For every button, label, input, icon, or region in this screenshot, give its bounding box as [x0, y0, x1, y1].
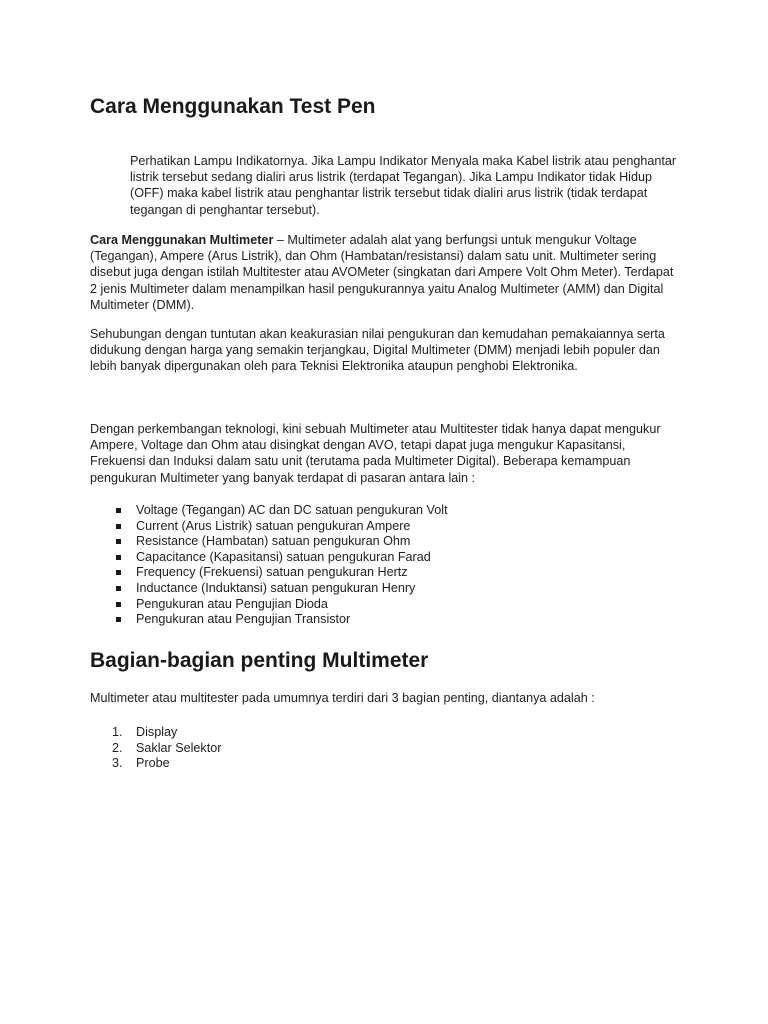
- square-bullet-icon: [116, 586, 121, 591]
- list-item: [90, 756, 221, 772]
- measurement-capabilities-list: [90, 503, 448, 628]
- list-item: [90, 612, 448, 628]
- list-item-text: Resistance (Hambatan) satuan pengukuran Ohm: [136, 534, 411, 549]
- list-item-text: Frequency (Frekuensi) satuan pengukuran Hertz: [136, 565, 408, 580]
- square-bullet-icon: [116, 617, 121, 622]
- square-bullet-icon: [116, 570, 121, 575]
- list-item: [90, 503, 448, 519]
- list-item: [90, 597, 448, 613]
- list-item: [90, 519, 448, 535]
- square-bullet-icon: [116, 524, 121, 529]
- list-item: [90, 725, 221, 741]
- square-bullet-icon: [116, 555, 121, 560]
- list-item: [90, 581, 448, 597]
- list-item: [90, 534, 448, 550]
- multimeter-parts-intro: Multimeter atau multitester pada umumnya terdiri dari 3 bagian penting, diantanya adalah :: [90, 691, 595, 705]
- multimeter-description: – Multimeter adalah alat yang berfungsi untuk mengukur Voltage (Tegangan), Ampere (Arus Listrik), dan Ohm (Hambatan/resistansi) dalam satu unit. Multimeter sering disebut juga dengan istilah Multitester atau AVOMeter (singkatan dari Ampere Volt Ohm Meter). Terdapat 2 jenis Multimeter dalam menampilkan hasil pengukurannya yaitu Analog Multimeter (AMM) dan Digital Multimeter (DMM).: [90, 233, 674, 312]
- list-item-text: Probe: [136, 756, 170, 771]
- list-item-text: Voltage (Tegangan) AC dan DC satuan pengukuran Volt: [136, 503, 448, 517]
- multimeter-parts-list: [90, 725, 221, 772]
- list-item: [90, 550, 448, 566]
- square-bullet-icon: [116, 539, 121, 544]
- list-item-text: Display: [136, 725, 178, 739]
- list-item-text: Pengukuran atau Pengujian Dioda: [136, 596, 328, 611]
- multimeter-paragraph: [90, 232, 680, 313]
- list-item: [90, 741, 221, 757]
- list-number: 1.: [112, 725, 123, 739]
- test-pen-paragraph: Perhatikan Lampu Indikatornya. Jika Lampu Indikator Menyala maka Kabel listrik atau penghantar listrik tersebut sedang dialiri arus listrik (terdapat Tegangan). Jika Lampu Indikator tidak Hidup (OFF) maka kabel listrik atau penghantar listrik tersebut tidak dialiri arus listrik (tidak terdapat tegangan di penghantar tersebut).: [130, 154, 677, 217]
- list-number: 2.: [112, 740, 123, 755]
- list-item-text: Capacitance (Kapasitansi) satuan pengukuran Farad: [136, 549, 431, 564]
- list-item-text: Pengukuran atau Pengujian Transistor: [136, 612, 351, 627]
- square-bullet-icon: [116, 508, 121, 513]
- list-item-text: Current (Arus Listrik) satuan pengukuran Ampere: [136, 518, 411, 533]
- list-item: [90, 565, 448, 581]
- list-item-text: Saklar Selektor: [136, 740, 222, 755]
- dmm-paragraph: Sehubungan dengan tuntutan akan keakurasian nilai pengukuran dan kemudahan pemakaiannya serta didukung dengan harga yang semakin terjangkau, Digital Multimeter (DMM) menjadi lebih populer dan lebih banyak dipergunakan oleh para Teknisi Elektronika ataupun penghobi Elektronika.: [90, 327, 665, 374]
- list-number: 3.: [112, 756, 123, 771]
- square-bullet-icon: [116, 602, 121, 607]
- heading-test-pen: Cara Menggunakan Test Pen: [90, 95, 376, 118]
- list-item-text: Inductance (Induktansi) satuan pengukuran Henry: [136, 580, 416, 595]
- multimeter-bold-lead: Cara Menggunakan Multimeter: [90, 233, 274, 247]
- technology-paragraph: Dengan perkembangan teknologi, kini sebuah Multimeter atau Multitester tidak hanya dapat mengukur Ampere, Voltage dan Ohm atau disingkat dengan AVO, tetapi dapat juga mengukur Kapasitansi, Frekuensi dan Induksi dalam satu unit (terutama pada Multimeter Digital). Beberapa kemampuan pengukuran Multimeter yang banyak terdapat di pasaran antara lain :: [90, 422, 661, 485]
- heading-multimeter-parts: Bagian-bagian penting Multimeter: [90, 649, 429, 672]
